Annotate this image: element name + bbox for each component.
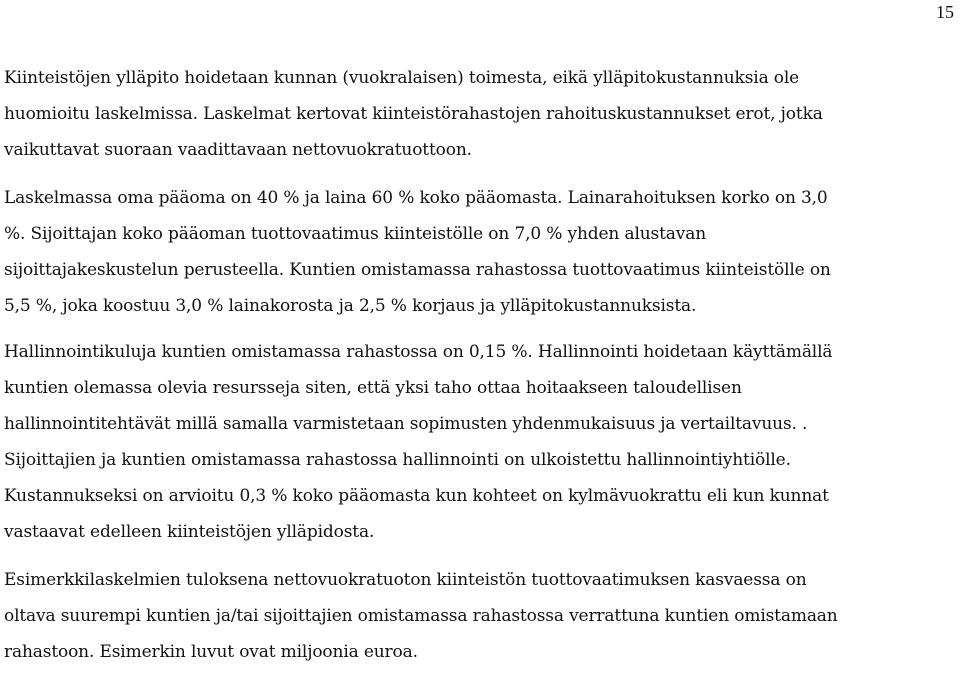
text-line: Kustannukseksi on arvioitu 0,3 % koko pääomasta kun kohteet on kylmävuokrattu eli kun kunnat: [4, 486, 829, 506]
text-line: rahastoon. Esimerkin luvut ovat miljoonia euroa.: [4, 642, 418, 662]
text-line: huomioitu laskelmissa. Laskelmat kertovat kiinteistörahastojen rahoituskustannukset erot, jotka: [4, 104, 823, 124]
paragraph-maintenance: [4, 60, 956, 168]
text-line: %. Sijoittajan koko pääoman tuottovaatimus kiinteistölle on 7,0 % yhden alustavan: [4, 224, 707, 244]
text-line: hallinnointitehtävät millä samalla varmistetaan sopimusten yhdenmukaisuus ja vertailtavuus. .: [4, 414, 808, 434]
paragraph-financing: [4, 180, 956, 324]
text-line: Esimerkkilaskelmien tuloksena nettovuokratuoton kiinteistön tuottovaatimuksen kasvaessa on: [4, 570, 807, 590]
text-line: sijoittajakeskustelun perusteella. Kuntien omistamassa rahastossa tuottovaatimus kiinteistölle on: [4, 260, 831, 280]
text-line: vastaavat edelleen kiinteistöjen ylläpidosta.: [4, 522, 375, 542]
text-line: vaikuttavat suoraan vaadittavaan nettovuokratuottoon.: [4, 140, 472, 160]
document-body: [4, 60, 956, 684]
text-line: kuntien olemassa olevia resursseja siten, että yksi taho ottaa hoitaakseen taloudellisen: [4, 378, 742, 398]
text-line: 5,5 %, joka koostuu 3,0 % lainakorosta ja 2,5 % korjaus ja ylläpitokustannuksista.: [4, 296, 697, 316]
paragraph-administration: [4, 334, 956, 550]
text-line: Sijoittajien ja kuntien omistamassa rahastossa hallinnointi on ulkoistettu hallinnointiyhtiölle.: [4, 450, 791, 470]
text-line: Hallinnointikuluja kuntien omistamassa rahastossa on 0,15 %. Hallinnointi hoidetaan käyttämällä: [4, 342, 833, 362]
text-line: Kiinteistöjen ylläpito hoidetaan kunnan (vuokralaisen) toimesta, eikä ylläpitokustannuksia ole: [4, 68, 800, 88]
paragraph-results: [4, 562, 956, 670]
page-number: 15: [936, 2, 954, 22]
text-line: Laskelmassa oma pääoma on 40 % ja laina 60 % koko pääomasta. Lainarahoituksen korko on 3,0: [4, 188, 828, 208]
text-line: oltava suurempi kuntien ja/tai sijoittajien omistamassa rahastossa verrattuna kuntien omistamaan: [4, 606, 838, 626]
